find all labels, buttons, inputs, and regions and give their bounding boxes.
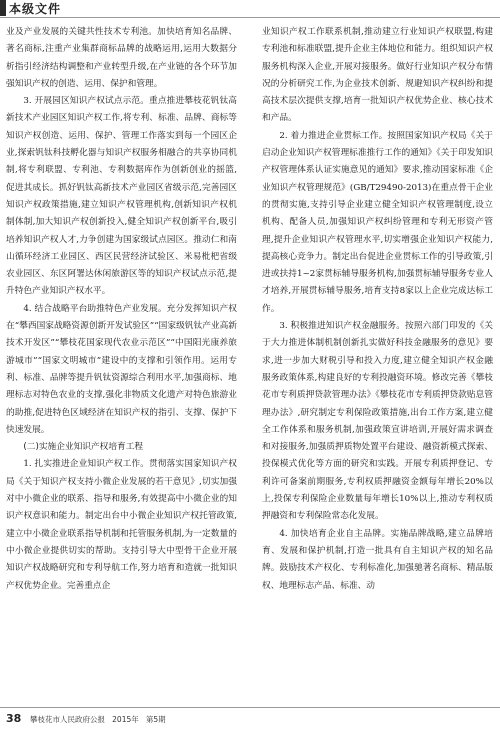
- right-text-column: [262, 24, 493, 704]
- paragraph: 2. 着力推进企业贯标工作。按照国家知识产权局《关于启动企业知识产权管理标准推行工作的通知》《关于印发知识产权管理体系认证实施意见的通知》要求,推动国家标准《企业知识产权管理规范》(GB/T29490-2013)在重点骨干企业的贯彻实施,支持引导企业建立健全知识产权管理制度,设立机构、配备人员,加强知识产权纠纷管理和专利无形资产管理,提升企业知识产权管理水平,切实增强企业知识产权能力,提高核心竞争力。制定出台促进企业贯标工作的引导政策,引进或扶持1~2家贯标辅导服务机构,加强贯标辅导服务专业人才培养,开展贯标辅导服务,培育支持8家以上企业完成达标工作。: [262, 130, 493, 314]
- footer-divider: [0, 707, 500, 708]
- header-divider: [0, 17, 500, 18]
- subsection-heading: (二)实施企业知识产权培育工程: [23, 442, 144, 453]
- paragraph: 3. 开展园区知识产权试点示范。重点推进攀枝花钒钛高新技术产业园区知识产权工作,将专利、标准、品牌、商标等知识产权创造、运用、保护、管理工作落实到每一个园区企业,探索钒钛科技孵化器与知识产权服务相融合的共享协同机制,将专利联盟、专利池、专利数据库作为创新创业的摇篮,促进其成长。抓好钒钛高新技术产业园区省级示范,完善园区知识产权政策措施,建立知识产权管理机构,创新知识产权机制体制,加大知识产权创新投入,健全知识产权创新平台,吸引培养知识产权人才,力争创建为国家级试点园区。推动仁和南山循环经济工业园区、西区民营经济试验区、米易枇杷省级农业园区、东区阿署达休闲旅游区等的知识产权试点示范,提升特色产业知识产权水平。: [6, 96, 237, 297]
- paragraph: 业及产业发展的关键共性技术专利池。加快培育知名品牌、著名商标,注重产业集群商标品牌的战略运用,运用大数据分析指引经济结构调整和产业转型升级,在产业链的各个环节加强知识产权的创造、运用、保护和管理。: [6, 27, 237, 89]
- publication-info: 攀枝花市人民政府公报 2015年 第5期: [30, 715, 166, 724]
- header-marker-bar: [0, 0, 6, 16]
- paragraph: 4. 结合战略平台助推特色产业发展。充分发挥知识产权在“攀西国家战略资源创新开发试验区”“国家级钒钛产业高新技术开发区”“攀枝花国家现代农业示范区”“中国阳光康养旅游城市”“国家文明城市”建设中的支撑和引领作用。运用专利、标准、品牌等提升钒钛资源综合利用水平,加强商标、地理标志对特色农业的支撑,强化非物质文化遗产对特色旅游业的助推,促进特色区域经济在知识产权的指引、支撑、保护下快速发展。: [6, 303, 237, 435]
- section-title: 本级文件: [9, 2, 62, 16]
- page-header: [0, 0, 500, 24]
- left-text-column: [6, 24, 237, 704]
- paragraph: 4. 加快培育企业自主品牌。实施品牌战略,建立品牌培育、发展和保护机制,打造一批具有自主知识产权的知名品牌。鼓励技术产权化、专利标准化,加强驰著名商标、精品版权、地理标志产品、标准、动: [262, 528, 493, 591]
- paragraph: 业知识产权工作联系机制,推动建立行业知识产权联盟,构建专利池和标准联盟,提升企业主体地位和能力。组织知识产权服务机构深入企业,开展对接服务。做好行业知识产权分布情况的分析研究工作,为企业技术创新、规避知识产权纠纷和提高技术层次提供支撑,培育一批知识产权优势企业、核心技术和产品。: [262, 27, 493, 124]
- paragraph: 1. 扎实推进企业知识产权工作。贯彻落实国家知识产权局《关于知识产权支持小微企业发展的若干意见》,切实加强对中小微企业的联系、指导和服务,有效提高中小微企业的知识产权意识和能力。制定出台中小微企业知识产权托管政策,建立中小微企业联系指导机制和托管服务机制,为一定数量的中小微企业提供切实的帮助。支持引导大中型骨干企业开展知识产权战略研究和专利导航工作,努力培育和造就一批知识产权优势企业。完善重点企: [6, 459, 237, 591]
- page-number: 38: [6, 712, 22, 725]
- paragraph: 3. 积极推进知识产权金融服务。按照六部门印发的《关于大力推进体制机制创新扎实做好科技金融服务的意见》要求,进一步加大财税引导和投入力度,建立健全知识产权金融服务政策体系,构建良好的专利投融资环境。修改完善《攀枝花市专利质押贷款管理办法》《攀枝花市专利质押贷款贴息管理办法》,研究制定专利保险政策措施,出台工作方案,建立健全工作体系和服务机制,加强政策宣讲培训,开展好需求调查和对接服务,加强质押质物处置平台建设、融资新模式探索、投保模式优化等方面的研究和实践。开展专利质押登记、专利许可备案前期服务,专利权质押融资金额每年增长20%以上,投保专利保险企业数量每年增长10%以上,推动专利权质押融资和专利保险常态化发展。: [262, 321, 493, 522]
- page-footer: [0, 707, 500, 731]
